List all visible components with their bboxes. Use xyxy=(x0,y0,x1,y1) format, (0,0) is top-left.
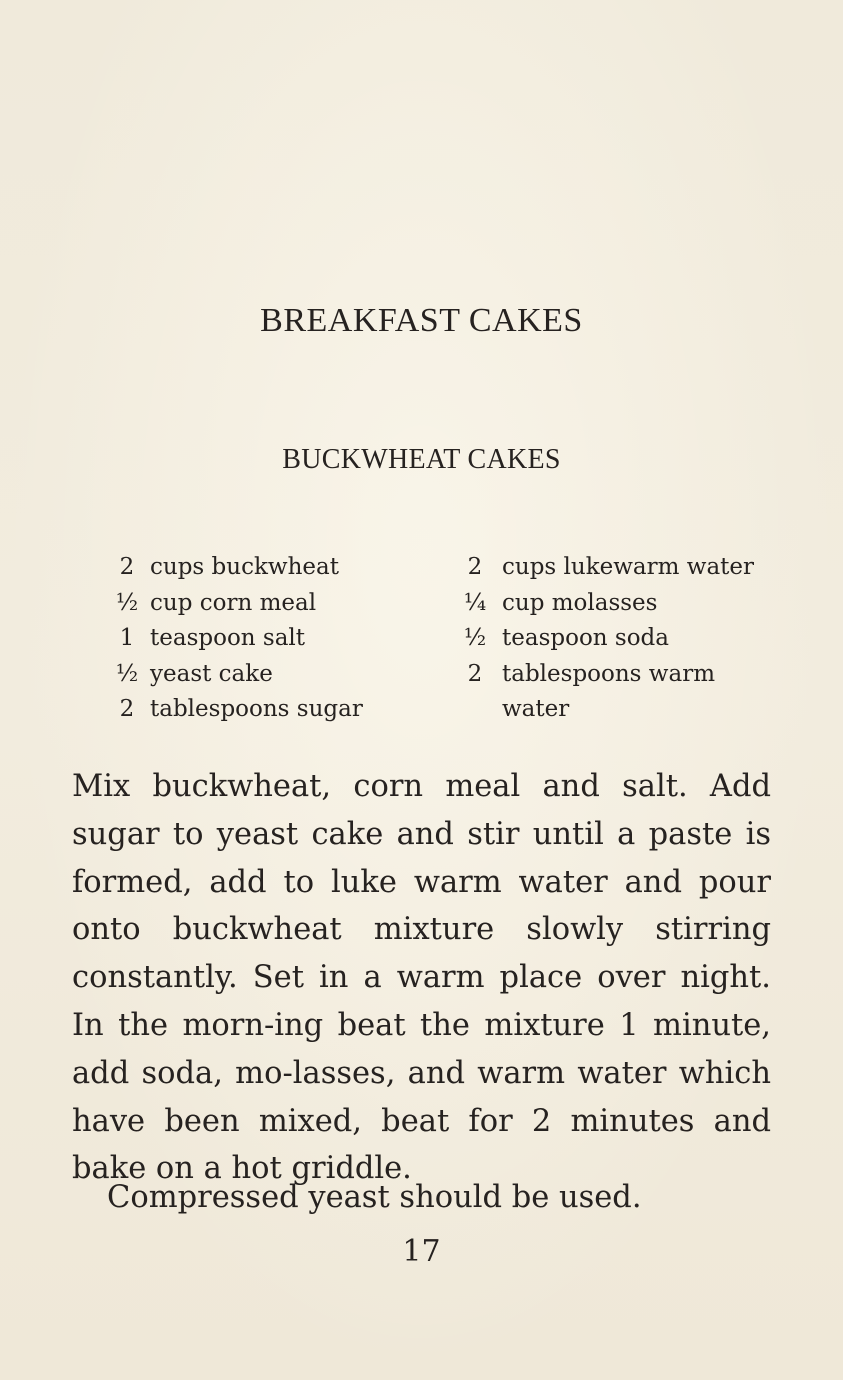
ingredient-name: cups lukewarm water xyxy=(502,554,755,580)
ingredient-row xyxy=(104,692,434,728)
ingredient-quantity: ½ xyxy=(115,589,139,616)
ingredient-quantity: ½ xyxy=(463,625,487,651)
ingredient-name: tablespoons warm xyxy=(502,660,715,687)
ingredient-name: teaspoon salt xyxy=(150,625,306,651)
ingredient-name: cups buckwheat xyxy=(150,554,339,580)
recipe-title: BUCKWHEAT CAKES xyxy=(282,444,561,475)
page-number: 17 xyxy=(402,1234,441,1269)
ingredient-name: tablespoons sugar xyxy=(150,696,363,722)
ingredient-name: water xyxy=(502,696,570,722)
ingredient-name: cup corn meal xyxy=(150,589,317,616)
ingredient-row xyxy=(104,550,434,586)
ingredient-quantity: 1 xyxy=(119,625,135,651)
ingredient-row xyxy=(104,621,434,657)
ingredient-row xyxy=(104,657,434,693)
ingredient-name: cup molasses xyxy=(502,589,658,616)
ingredient-quantity: 2 xyxy=(119,696,135,722)
ingredient-name: yeast cake xyxy=(150,660,273,687)
ingredient-row xyxy=(448,657,788,693)
ingredients-right-column xyxy=(448,550,788,728)
ingredient-quantity: ½ xyxy=(115,660,139,687)
chapter-title: BREAKFAST CAKES xyxy=(260,302,583,339)
ingredient-row xyxy=(104,586,434,622)
ingredient-row xyxy=(448,586,788,622)
ingredient-name: teaspoon soda xyxy=(502,625,669,651)
ingredient-quantity: 2 xyxy=(467,554,483,580)
ingredient-quantity xyxy=(448,692,502,728)
recipe-instructions: Mix buckwheat, corn meal and salt. Add sugar to yeast cake and stir until a paste is formed, add to luke warm water and pour onto buckwheat mixture slowly stirring constantly. Set in a warm place over night. In the morn-ing beat the mixture 1 minute, add soda, mo-lasses, and warm water which have been mixed, beat for 2 minutes and bake on a hot griddle. xyxy=(72,769,771,1187)
ingredient-quantity: 2 xyxy=(119,554,135,580)
ingredient-quantity: 2 xyxy=(467,660,483,687)
recipe-note: Compressed yeast should be used. xyxy=(107,1180,642,1215)
ingredient-row xyxy=(448,621,788,657)
ingredient-row xyxy=(448,692,788,728)
ingredient-quantity: ¼ xyxy=(463,589,487,616)
ingredient-row xyxy=(448,550,788,586)
ingredients-left-column xyxy=(104,550,434,728)
